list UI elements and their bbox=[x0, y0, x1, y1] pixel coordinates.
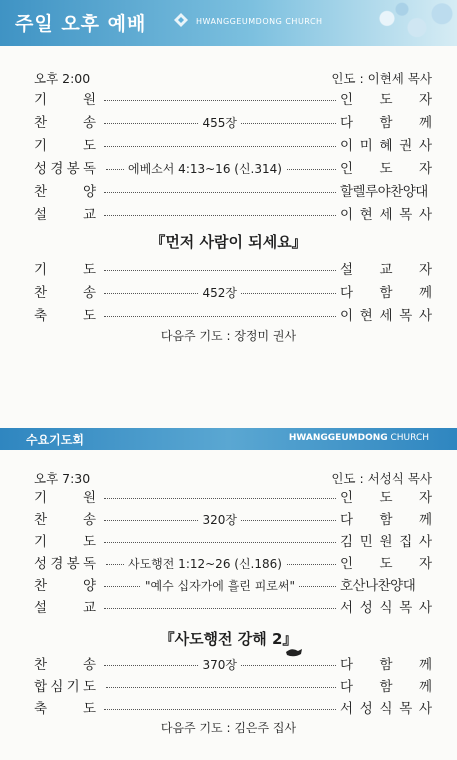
order-person-char: 도 bbox=[379, 161, 393, 177]
order-role-char: 도 bbox=[82, 534, 96, 550]
order-role-char: 심 bbox=[50, 679, 64, 695]
order-person-char: 사 bbox=[418, 207, 432, 223]
order-role-char: 기 bbox=[34, 534, 48, 550]
order-role-char: 봉 bbox=[66, 556, 80, 572]
sunday-presider: 인도 : 이현세 목사 bbox=[331, 71, 432, 86]
wednesday-banner-church bbox=[289, 433, 429, 443]
order-row bbox=[34, 677, 432, 697]
order-person-char: 인 bbox=[340, 92, 354, 108]
leader-dots bbox=[104, 316, 336, 317]
order-person-char: 미 bbox=[359, 138, 373, 154]
order-role bbox=[34, 182, 96, 202]
order-person bbox=[340, 159, 432, 179]
order-role-char: 봉 bbox=[66, 161, 80, 177]
order-role-char: 설 bbox=[34, 600, 48, 616]
wednesday-banner-church-rest: CHURCH bbox=[387, 433, 429, 443]
order-role bbox=[34, 159, 96, 179]
order-role-char: 도 bbox=[82, 262, 96, 278]
order-role bbox=[34, 90, 96, 110]
order-role-char: 축 bbox=[34, 308, 48, 324]
order-person-char: 자 bbox=[418, 92, 432, 108]
order-role-char: 원 bbox=[82, 490, 96, 506]
order-role-char: 교 bbox=[82, 207, 96, 223]
order-person bbox=[340, 260, 432, 280]
order-person-char: 이 bbox=[340, 138, 354, 154]
order-person-char: 목 bbox=[399, 701, 413, 717]
order-person-char: 교 bbox=[379, 262, 393, 278]
order-role-char: 송 bbox=[82, 512, 96, 528]
order-person bbox=[340, 699, 432, 719]
order-person bbox=[340, 113, 432, 133]
order-person bbox=[340, 283, 432, 303]
order-role bbox=[34, 260, 96, 280]
order-person-char: 께 bbox=[418, 679, 432, 695]
order-person-char: 다 bbox=[340, 512, 354, 528]
order-person-char: 께 bbox=[418, 115, 432, 131]
order-person-char: 이 bbox=[340, 207, 354, 223]
order-role-char: 도 bbox=[82, 679, 96, 695]
order-detail: 452장 bbox=[199, 283, 242, 303]
order-row bbox=[34, 554, 432, 574]
order-person bbox=[340, 205, 432, 225]
order-role-char: 경 bbox=[50, 161, 64, 177]
order-person-char: 성 bbox=[359, 701, 373, 717]
order-role bbox=[34, 532, 96, 552]
order-person-char: 설 bbox=[340, 262, 354, 278]
order-role bbox=[34, 554, 96, 574]
order-role-char: 설 bbox=[34, 207, 48, 223]
order-detail: 에베소서 4:13~16 (신.314) bbox=[124, 159, 286, 179]
sunday-banner bbox=[0, 0, 457, 46]
order-row bbox=[34, 510, 432, 530]
order-person-char: 도 bbox=[379, 556, 393, 572]
order-person bbox=[340, 90, 432, 110]
order-row bbox=[34, 598, 432, 618]
order-role-char: 찬 bbox=[34, 285, 48, 301]
order-person-char: 함 bbox=[379, 115, 393, 131]
wednesday-time: 오후 7:30 bbox=[34, 471, 91, 486]
order-role bbox=[34, 488, 96, 508]
order-person-char: 사 bbox=[418, 138, 432, 154]
order-person-char: 인 bbox=[340, 490, 354, 506]
order-person-char: 현 bbox=[359, 207, 373, 223]
order-person-char: 께 bbox=[418, 657, 432, 673]
order-role-char: 도 bbox=[82, 701, 96, 717]
order-role-char: 양 bbox=[82, 184, 96, 200]
order-person: 호산나찬양대 bbox=[340, 578, 416, 594]
order-role-char: 합 bbox=[34, 679, 48, 695]
order-person-char: 세 bbox=[379, 308, 393, 324]
order-person-char: 목 bbox=[399, 600, 413, 616]
order-role-char: 찬 bbox=[34, 578, 48, 594]
order-role-char: 경 bbox=[50, 556, 64, 572]
order-person-char: 민 bbox=[359, 534, 373, 550]
order-row bbox=[34, 260, 432, 280]
order-detail: 320장 bbox=[199, 510, 242, 530]
order-role-char: 기 bbox=[34, 262, 48, 278]
order-role bbox=[34, 136, 96, 156]
order-person-char: 목 bbox=[399, 207, 413, 223]
order-role-char: 송 bbox=[82, 285, 96, 301]
order-person-char: 사 bbox=[418, 308, 432, 324]
order-person-char: 성 bbox=[359, 600, 373, 616]
order-row bbox=[34, 488, 432, 508]
order-person-char: 인 bbox=[340, 161, 354, 177]
leader-dots bbox=[104, 146, 336, 147]
order-person-char: 식 bbox=[379, 600, 393, 616]
order-person-char: 도 bbox=[379, 490, 393, 506]
order-role-char: 기 bbox=[34, 92, 48, 108]
wednesday-sermon-title: 『사도행전 강해 2』 bbox=[159, 630, 298, 648]
order-row bbox=[34, 90, 432, 110]
order-detail: 455장 bbox=[199, 113, 242, 133]
sunday-banner-church: HWANGGEUMDONG CHURCH bbox=[196, 17, 323, 26]
order-role-char: 기 bbox=[66, 679, 80, 695]
sunday-banner-title: 주일 오후 예배 bbox=[15, 13, 147, 35]
wednesday-banner bbox=[0, 428, 457, 450]
order-role-char: 교 bbox=[82, 600, 96, 616]
order-role-char: 송 bbox=[82, 115, 96, 131]
order-person bbox=[340, 554, 432, 574]
order-person-char: 사 bbox=[418, 600, 432, 616]
order-role-char: 독 bbox=[82, 556, 96, 572]
order-row bbox=[34, 306, 432, 326]
leader-dots bbox=[104, 270, 336, 271]
order-role bbox=[34, 283, 96, 303]
order-person-char: 김 bbox=[340, 534, 354, 550]
leader-dots bbox=[104, 709, 336, 710]
order-person-char: 함 bbox=[379, 285, 393, 301]
order-row bbox=[34, 532, 432, 552]
order-person-char: 세 bbox=[379, 207, 393, 223]
order-role-char: 도 bbox=[82, 308, 96, 324]
order-person-char: 현 bbox=[359, 308, 373, 324]
order-person-char: 식 bbox=[379, 701, 393, 717]
leader-dots bbox=[104, 215, 336, 216]
order-role bbox=[34, 113, 96, 133]
sunday-time: 오후 2:00 bbox=[34, 71, 91, 86]
order-person-char: 함 bbox=[379, 657, 393, 673]
order-person-char: 사 bbox=[418, 534, 432, 550]
order-row bbox=[34, 182, 432, 202]
order-role-char: 도 bbox=[82, 138, 96, 154]
sunday-next-prayer: 다음주 기도 : 장정미 권사 bbox=[160, 329, 297, 343]
order-person-char: 자 bbox=[418, 262, 432, 278]
order-person-char: 자 bbox=[418, 161, 432, 177]
order-person bbox=[340, 136, 432, 156]
order-role-char: 양 bbox=[82, 578, 96, 594]
wednesday-banner-title: 수요기도회 bbox=[26, 433, 84, 447]
order-person bbox=[340, 655, 432, 675]
hydrangea-decoration bbox=[357, 0, 457, 46]
order-person-char: 집 bbox=[399, 534, 413, 550]
order-role-char: 독 bbox=[82, 161, 96, 177]
order-person bbox=[340, 598, 432, 618]
order-person bbox=[340, 306, 432, 326]
order-role bbox=[34, 598, 96, 618]
order-role bbox=[34, 576, 96, 596]
order-person-char: 다 bbox=[340, 679, 354, 695]
order-row bbox=[34, 699, 432, 719]
order-person-char: 께 bbox=[418, 512, 432, 528]
order-detail: "예수 십자가에 흘린 피로써" bbox=[141, 576, 299, 596]
order-row bbox=[34, 655, 432, 675]
order-person-char: 함 bbox=[379, 679, 393, 695]
order-person-char: 혜 bbox=[379, 138, 393, 154]
order-row bbox=[34, 159, 432, 179]
church-logo-icon bbox=[174, 13, 188, 27]
order-person-char: 서 bbox=[340, 600, 354, 616]
order-person-char: 목 bbox=[399, 308, 413, 324]
order-person-char: 사 bbox=[418, 701, 432, 717]
order-role-char: 성 bbox=[34, 556, 48, 572]
order-person-char: 다 bbox=[340, 115, 354, 131]
order-role bbox=[34, 677, 96, 697]
order-row bbox=[34, 576, 432, 596]
order-row bbox=[34, 283, 432, 303]
leader-dots bbox=[104, 498, 336, 499]
order-role bbox=[34, 306, 96, 326]
order-person-char: 권 bbox=[399, 138, 413, 154]
order-person-char: 이 bbox=[340, 308, 354, 324]
wednesday-presider: 인도 : 서성식 목사 bbox=[331, 471, 432, 486]
wednesday-banner-church-bold: HWANGGEUMDONG bbox=[288, 433, 388, 443]
order-role bbox=[34, 205, 96, 225]
leader-dots bbox=[104, 608, 336, 609]
order-person bbox=[340, 488, 432, 508]
order-role-char: 찬 bbox=[34, 184, 48, 200]
order-role-char: 찬 bbox=[34, 657, 48, 673]
order-person bbox=[340, 510, 432, 530]
order-role-char: 찬 bbox=[34, 512, 48, 528]
order-row bbox=[34, 205, 432, 225]
order-person-char: 자 bbox=[418, 556, 432, 572]
order-person-char: 자 bbox=[418, 490, 432, 506]
order-person: 할렐루야찬양대 bbox=[340, 184, 428, 200]
wednesday-next-prayer: 다음주 기도 : 김은주 집사 bbox=[160, 721, 297, 735]
leader-dots bbox=[106, 687, 336, 688]
order-person-char: 원 bbox=[379, 534, 393, 550]
order-person-char: 인 bbox=[340, 556, 354, 572]
order-role-char: 기 bbox=[34, 138, 48, 154]
leader-dots bbox=[104, 192, 336, 193]
sunday-sermon-title: 『먼저 사람이 되세요』 bbox=[150, 233, 307, 251]
order-role-char: 찬 bbox=[34, 115, 48, 131]
order-person-char: 다 bbox=[340, 657, 354, 673]
order-row bbox=[34, 136, 432, 156]
order-person bbox=[340, 532, 432, 552]
order-role bbox=[34, 510, 96, 530]
order-person-char: 도 bbox=[379, 92, 393, 108]
order-person-char: 서 bbox=[340, 701, 354, 717]
order-detail: 370장 bbox=[199, 655, 242, 675]
order-role-char: 성 bbox=[34, 161, 48, 177]
order-row bbox=[34, 113, 432, 133]
order-role-char: 기 bbox=[34, 490, 48, 506]
leader-dots bbox=[104, 100, 336, 101]
order-detail: 사도행전 1:12~26 (신.186) bbox=[124, 554, 286, 574]
order-role-char: 원 bbox=[82, 92, 96, 108]
order-role bbox=[34, 699, 96, 719]
order-person-char: 께 bbox=[418, 285, 432, 301]
order-role bbox=[34, 655, 96, 675]
order-role-char: 축 bbox=[34, 701, 48, 717]
order-person-char: 함 bbox=[379, 512, 393, 528]
leader-dots bbox=[104, 542, 336, 543]
order-role-char: 송 bbox=[82, 657, 96, 673]
order-person bbox=[340, 677, 432, 697]
order-person-char: 다 bbox=[340, 285, 354, 301]
